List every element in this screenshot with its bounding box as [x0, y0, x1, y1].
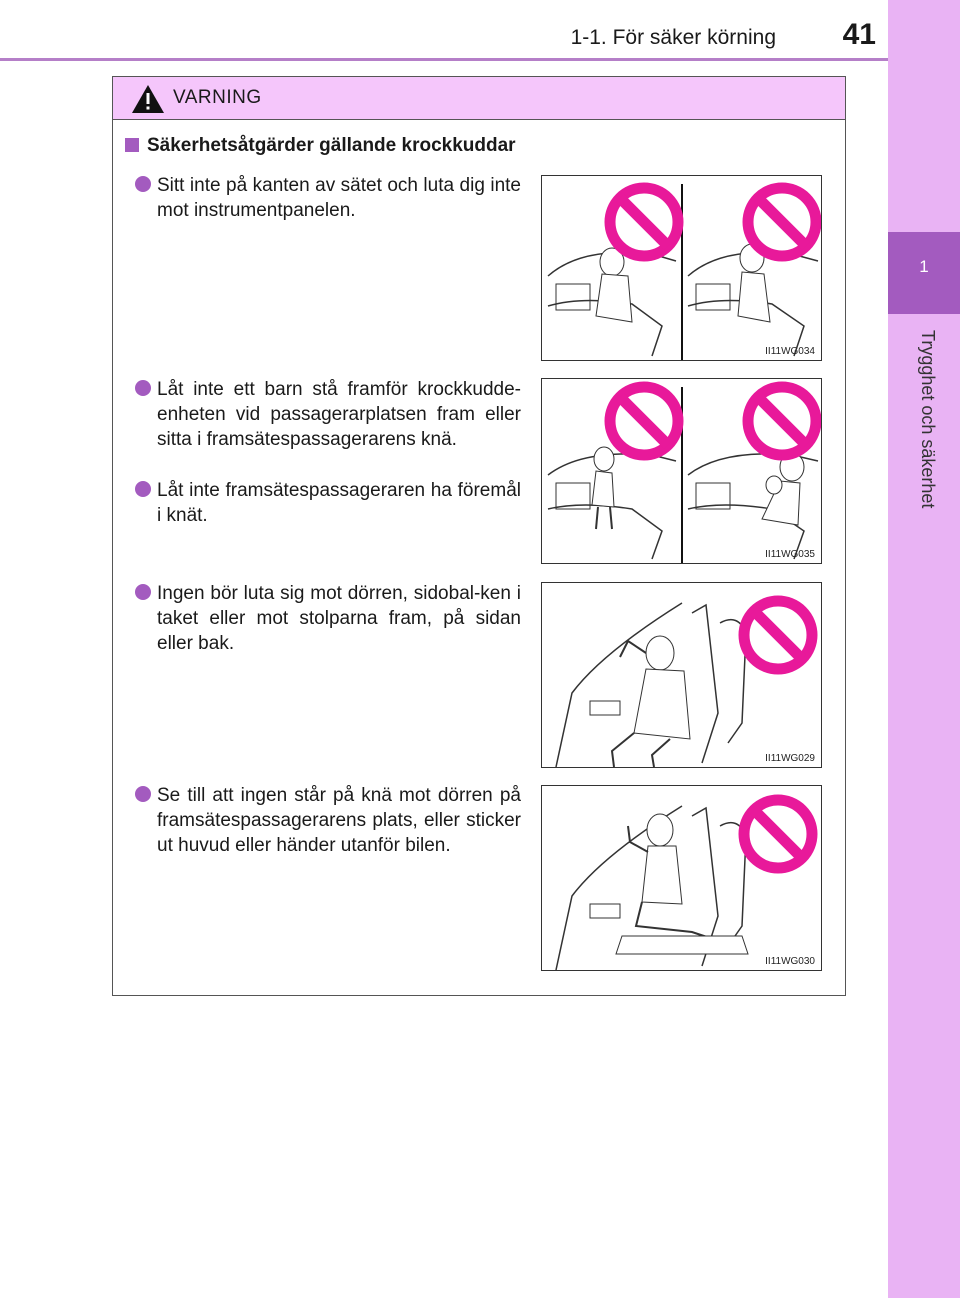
- illustration-figure: [541, 378, 822, 564]
- page-number: 41: [842, 18, 876, 51]
- list-item: [135, 783, 521, 858]
- list-item-text: Ingen bör luta sig mot dörren, sidobal-ken i taket eller mot stolparna fram, på sidan eller bak.: [157, 583, 521, 654]
- illustration-figure: [541, 785, 822, 971]
- prohibition-icon: [748, 188, 816, 256]
- list-item: [135, 377, 521, 452]
- warning-triangle-icon: [131, 84, 165, 114]
- page-header: [0, 0, 888, 62]
- bullet-icon: [135, 176, 151, 192]
- list-item-text: Låt inte ett barn stå framför krockkudde-enheten vid passagerarplatsen fram eller sitta i framsätespassagerarens knä.: [157, 379, 521, 450]
- chapter-number: 1: [919, 257, 929, 276]
- list-item-text: Sitt inte på kanten av sätet och luta dig inte mot instrumentpanelen.: [157, 175, 521, 221]
- section-title: 1-1. För säker körning: [570, 26, 776, 49]
- warning-subheading: [125, 135, 516, 157]
- dashboard-lean-illustration: [542, 176, 822, 361]
- prohibition-icon: [744, 601, 812, 669]
- figure-code: II11WG030: [765, 956, 815, 967]
- bullet-icon: [135, 380, 151, 396]
- warning-header: [113, 77, 845, 120]
- chapter-sidebar: [888, 0, 960, 1298]
- chapter-tab[interactable]: [888, 232, 960, 314]
- figure-code: II11WG029: [765, 753, 815, 764]
- square-bullet-icon: [125, 138, 139, 152]
- prohibition-icon: [610, 188, 678, 256]
- bullet-icon: [135, 584, 151, 600]
- illustration-figure: [541, 175, 822, 361]
- kneeling-door-illustration: [542, 786, 822, 971]
- child-standing-illustration: [542, 379, 822, 564]
- illustration-figure: [541, 582, 822, 768]
- bullet-icon: [135, 786, 151, 802]
- subheading-text: Säkerhetsåtgärder gällande krockkuddar: [147, 135, 516, 156]
- figure-code: II11WG034: [765, 346, 815, 357]
- prohibition-icon: [744, 800, 812, 868]
- header-rule: [0, 58, 888, 61]
- prohibition-icon: [610, 387, 678, 455]
- bullet-icon: [135, 481, 151, 497]
- warning-title: VARNING: [173, 87, 262, 108]
- figure-code: II11WG035: [765, 549, 815, 560]
- list-item: [135, 581, 521, 656]
- chapter-label: Trygghet och säkerhet: [918, 330, 938, 509]
- door-lean-illustration: [542, 583, 822, 768]
- list-item: [135, 478, 521, 528]
- list-item: [135, 173, 521, 223]
- list-item-text: Låt inte framsätespassageraren ha föremål i knät.: [157, 480, 521, 526]
- prohibition-icon: [748, 387, 816, 455]
- warning-box: [112, 76, 846, 996]
- list-item-text: Se till att ingen står på knä mot dörren på framsätespassagerarens plats, eller sticker ut huvud eller händer utanför bilen.: [157, 785, 521, 856]
